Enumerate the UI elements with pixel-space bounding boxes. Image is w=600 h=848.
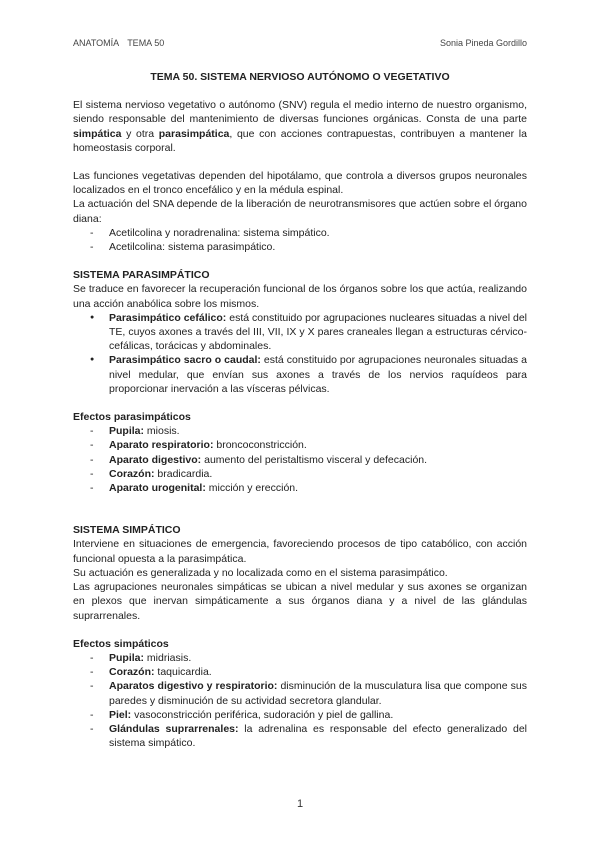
term-simpatica: simpática xyxy=(73,127,122,140)
bullet-term: Parasimpático cefálico: xyxy=(109,311,227,324)
header-subject: ANATOMÍA xyxy=(73,38,120,48)
header-author: Sonia Pineda Gordillo xyxy=(439,38,527,48)
effect-term: Glándulas suprarrenales: xyxy=(109,722,239,735)
effect-term: Pupila: xyxy=(109,425,145,438)
term-parasimpatica: parasimpática xyxy=(158,127,230,140)
running-header-left xyxy=(73,38,164,48)
section-heading-sympathetic: SISTEMA SIMPÁTICO xyxy=(73,524,181,537)
list-item xyxy=(73,722,527,750)
effect-text: taquicardia. xyxy=(154,666,212,679)
list-item xyxy=(73,353,527,396)
subheading-parasympathetic-effects: Efectos parasimpáticos xyxy=(73,411,191,424)
header-topic: TEMA 50 xyxy=(127,38,165,48)
effect-text: bradicardia. xyxy=(154,467,213,480)
intro-text: , que con acciones contrapuestas, contribuyen a mantener la homeostasis corporal. xyxy=(73,127,527,154)
effect-text: micción y erección. xyxy=(205,482,299,495)
list-item xyxy=(73,708,527,722)
bullet-text: está constituido por agrupaciones neuronales situadas a nivel medular, que envían sus axones a través de los nervios raquídeos para proporcionar inervación a las vísceras pélvicas. xyxy=(109,354,527,395)
intro-paragraph-3: La actuación del SNA depende de la liberación de neurotransmisores que actúen sobre el órgano diana: xyxy=(73,198,527,225)
effect-text: miosis. xyxy=(144,425,180,438)
intro-paragraph-2: Las funciones vegetativas dependen del hipotálamo, que controla a diversos grupos neuronales localizados en el tronco encefálico y en la médula espinal. xyxy=(73,170,527,197)
effect-text: midriasis. xyxy=(144,651,192,664)
list-item: - Acetilcolina: sistema parasimpático. xyxy=(73,240,527,254)
intro-text: El sistema nervioso vegetativo o autónomo (SNV) regula el medio interno de nuestro organismo, siendo responsable del mantenimiento de diversas funciones orgánicas. Consta de una parte xyxy=(73,99,527,126)
list-item xyxy=(73,453,527,467)
document-body xyxy=(73,70,527,750)
intro-paragraph-1 xyxy=(73,98,527,155)
neurotransmitter-list xyxy=(73,226,527,254)
effect-term: Pupila: xyxy=(109,651,145,664)
parasympathetic-divisions-list xyxy=(73,311,527,396)
effect-text: aumento del peristaltismo visceral y defecación. xyxy=(201,453,428,466)
effect-term: Corazón: xyxy=(109,467,155,480)
subheading-sympathetic-effects: Efectos simpáticos xyxy=(73,637,169,650)
sympathetic-paragraph-2: Su actuación es generalizada y no localizada como en el sistema parasimpático. xyxy=(73,566,448,579)
list-item xyxy=(73,424,527,438)
intro-text: y otra xyxy=(121,127,159,140)
list-item xyxy=(73,311,527,354)
section-heading-parasympathetic: SISTEMA PARASIMPÁTICO xyxy=(73,269,210,282)
list-item xyxy=(73,481,527,495)
effect-term: Corazón: xyxy=(109,666,155,679)
effect-term: Aparato respiratorio: xyxy=(109,439,214,452)
list-item xyxy=(73,651,527,665)
sympathetic-effects-list xyxy=(73,651,527,750)
effect-text: vasoconstricción periférica, sudoración y piel de gallina. xyxy=(131,708,394,721)
parasympathetic-paragraph: Se traduce en favorecer la recuperación funcional de los órganos sobre los que actúa, realizando una acción anabólica sobre los mismos. xyxy=(73,283,527,310)
effect-text: broncoconstricción. xyxy=(213,439,307,452)
sympathetic-paragraph-1: Interviene en situaciones de emergencia, favoreciendo procesos de tipo catabólico, con acción funcional opuesta a la parasimpática. xyxy=(73,538,527,565)
effect-term: Aparato urogenital: xyxy=(109,482,206,495)
effect-text: disminución de la musculatura lisa que compone sus paredes y disminución de su actividad secretora glandular. xyxy=(109,680,527,707)
list-item xyxy=(73,665,527,679)
effect-text: la adrenalina es responsable del efecto generalizado del sistema simpático. xyxy=(109,722,527,750)
list-item xyxy=(73,467,527,481)
list-item: - Acetilcolina y noradrenalina: sistema simpático. xyxy=(73,226,527,240)
sympathetic-paragraph-3: Las agrupaciones neuronales simpáticas se ubican a nivel medular y sus axones se organizan en plexos que inervan simpáticamente a sus órganos diana y a nivel de las glándulas suprarrenales. xyxy=(73,581,527,622)
effect-term: Piel: xyxy=(109,708,132,721)
effect-term: Aparato digestivo: xyxy=(109,453,202,466)
page-number: 1 xyxy=(296,798,304,810)
bullet-term: Parasimpático sacro o caudal: xyxy=(109,354,261,367)
document-title: TEMA 50. SISTEMA NERVIOSO AUTÓNOMO O VEGETATIVO xyxy=(150,71,450,83)
effect-term: Aparatos digestivo y respiratorio: xyxy=(109,680,278,693)
list-item xyxy=(73,438,527,452)
list-item xyxy=(73,679,527,707)
bullet-text: está constituido por agrupaciones nucleares situadas a nivel del TE, cuyos axones a través del III, VII, IX y X pares craneales llegan a estructuras cérvico-cefálicas, torácicas y abdominales. xyxy=(109,311,527,353)
parasympathetic-effects-list xyxy=(73,424,527,495)
